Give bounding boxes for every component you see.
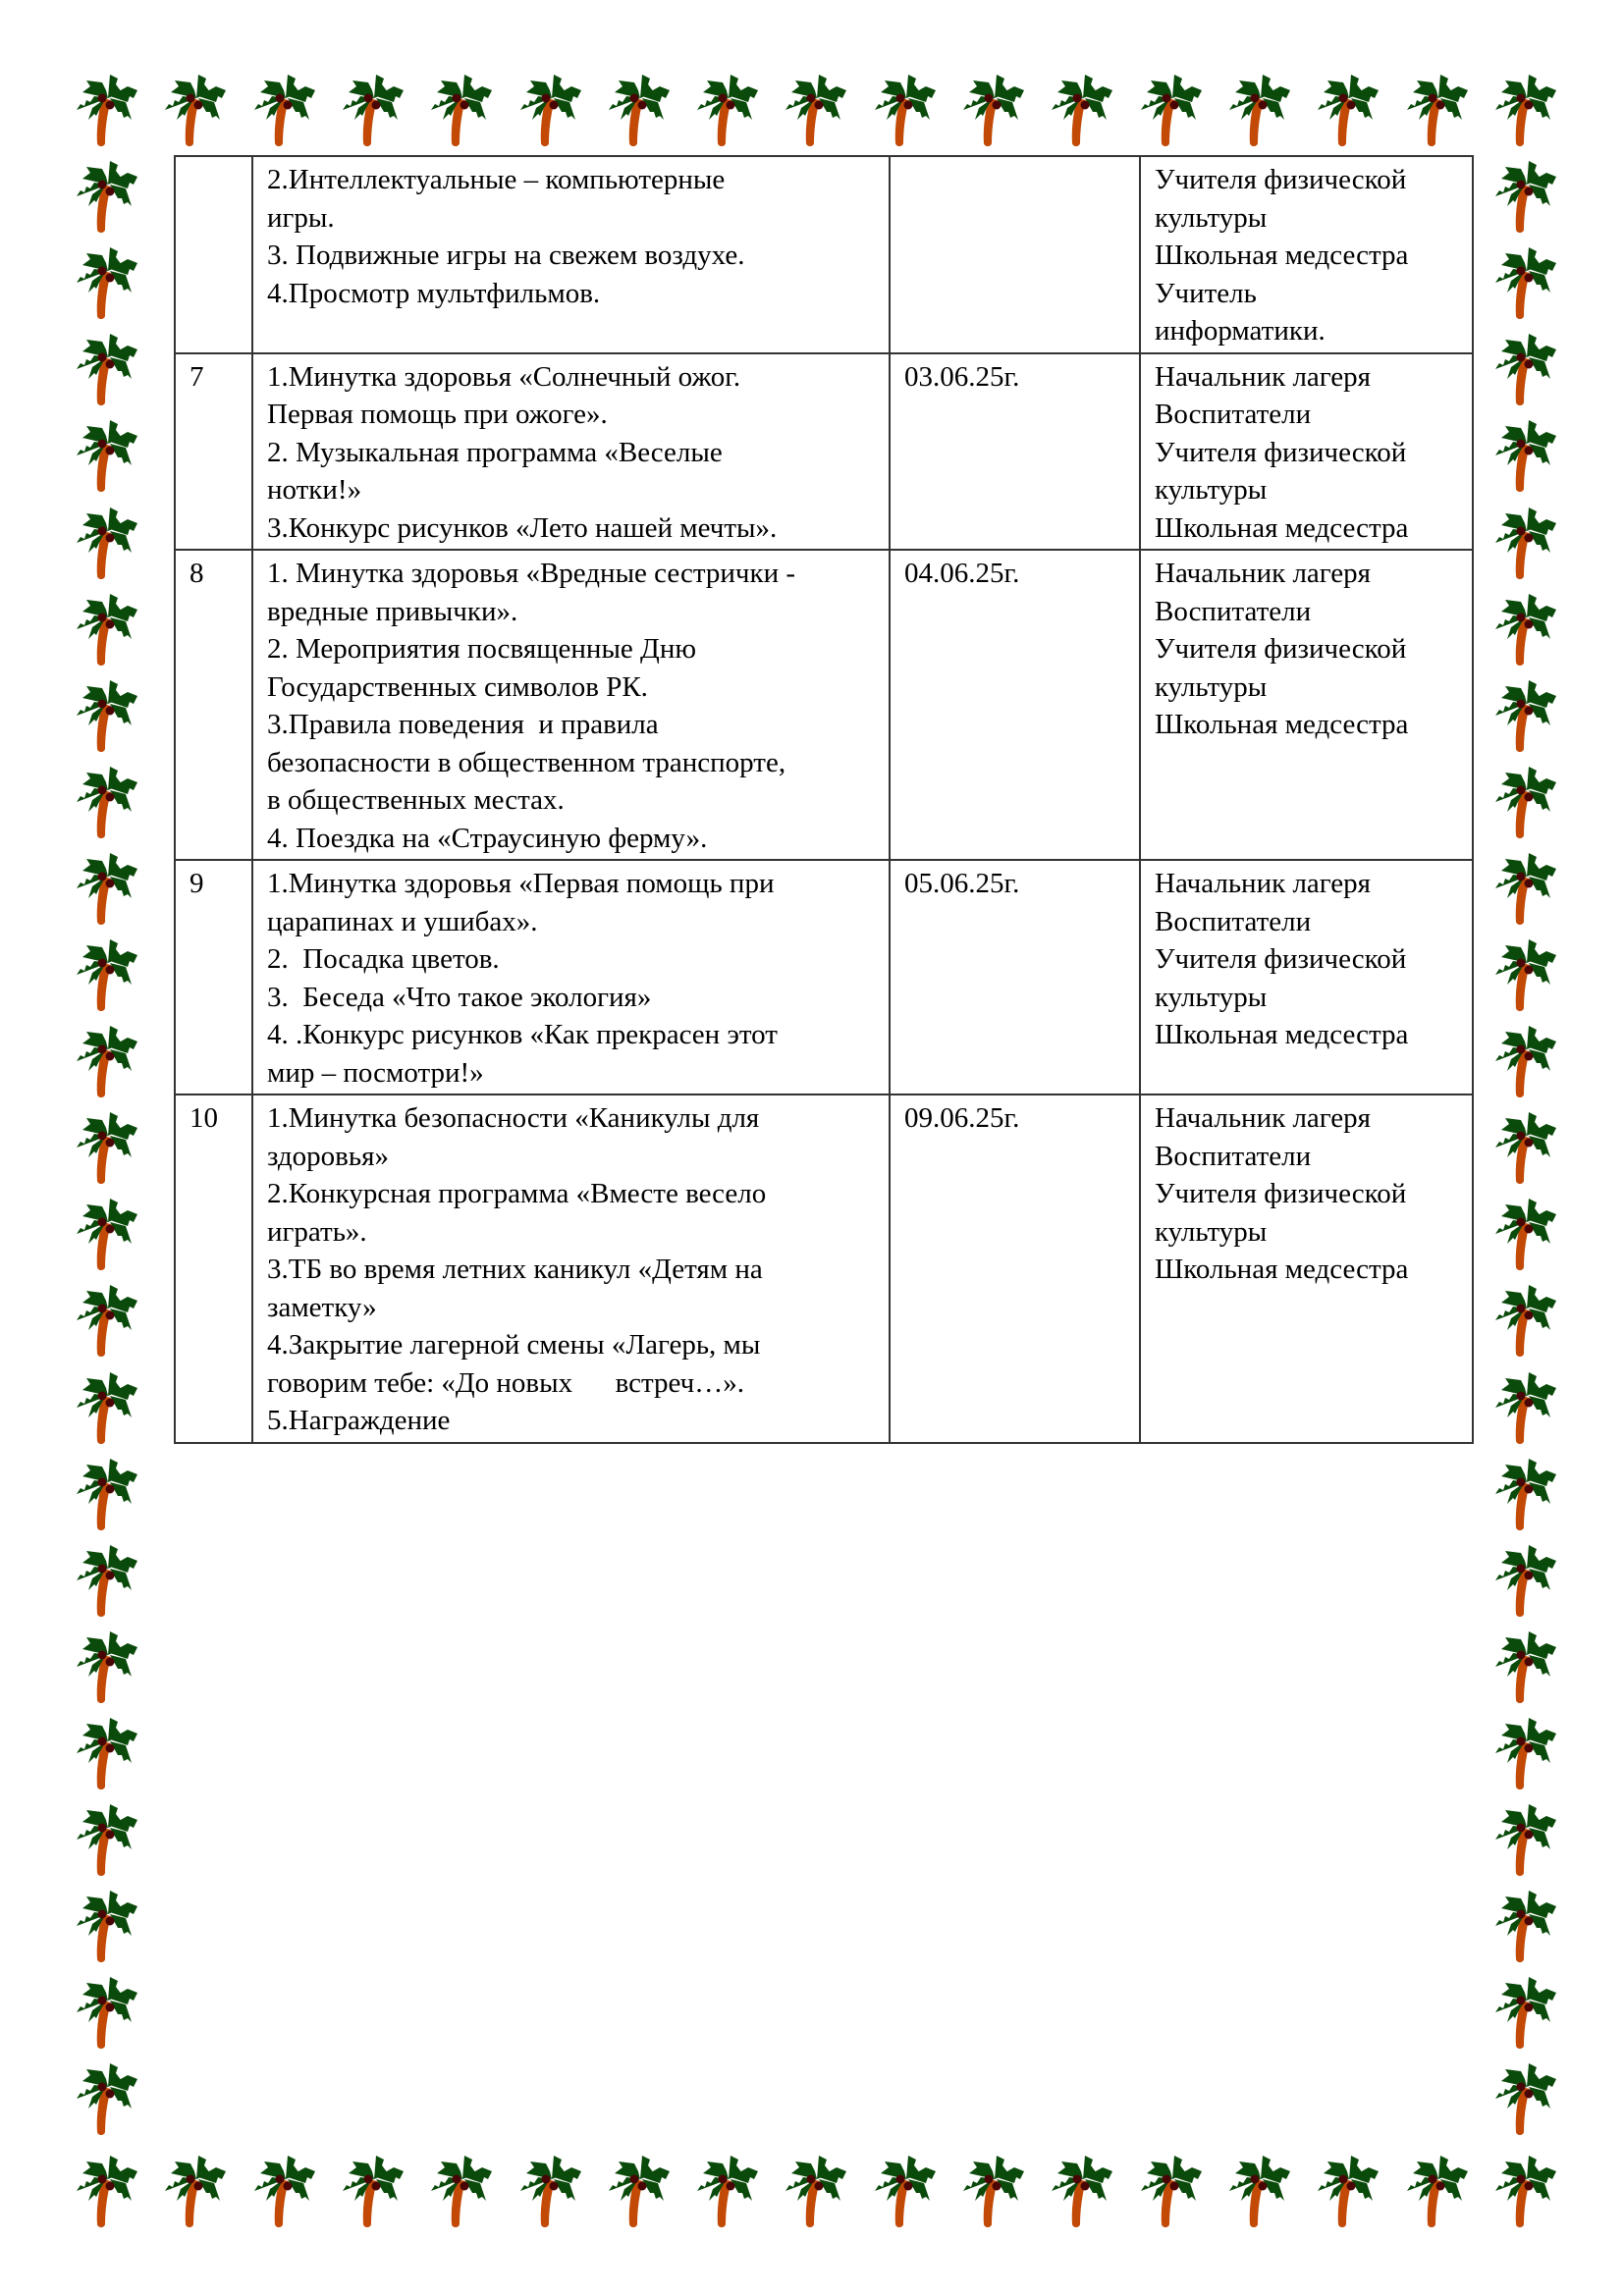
palm-tree-icon bbox=[959, 69, 1030, 149]
responsible-line: Воспитатели bbox=[1155, 1140, 1312, 1172]
palm-tree-icon bbox=[73, 2057, 143, 2138]
palm-tree-icon bbox=[73, 502, 143, 582]
activities-cell bbox=[252, 1095, 890, 1443]
palm-tree-icon bbox=[73, 674, 143, 755]
palm-tree-icon bbox=[1491, 1020, 1562, 1100]
palm-tree-icon bbox=[1403, 69, 1474, 149]
responsible-line: культуры bbox=[1155, 981, 1268, 1013]
activities-cell bbox=[252, 353, 890, 551]
palm-tree-icon bbox=[1491, 69, 1562, 149]
responsible-line: Школьная медсестра bbox=[1155, 1019, 1409, 1050]
day-number: 9 bbox=[189, 868, 204, 899]
palm-tree-icon bbox=[1403, 2150, 1474, 2230]
activity-line: в общественных местах. bbox=[267, 784, 565, 816]
activity-line: мир – посмотри!» bbox=[267, 1056, 484, 1089]
activity-line: 2.Интеллектуальные – компьютерные bbox=[267, 164, 726, 195]
palm-tree-icon bbox=[427, 69, 498, 149]
table-row bbox=[175, 860, 1473, 1095]
palm-tree-icon bbox=[339, 69, 409, 149]
palm-tree-icon bbox=[73, 1193, 143, 1273]
palm-tree-icon bbox=[693, 2150, 764, 2230]
palm-tree-icon bbox=[1314, 69, 1384, 149]
responsible-line: Школьная медсестра bbox=[1155, 240, 1409, 271]
palm-tree-icon bbox=[1491, 241, 1562, 322]
palm-tree-icon bbox=[73, 847, 143, 928]
date-text: 04.06.25г. bbox=[904, 558, 1020, 589]
palm-tree-icon bbox=[73, 1366, 143, 1447]
responsible-cell bbox=[1140, 1095, 1473, 1443]
palm-tree-icon bbox=[1048, 69, 1118, 149]
activity-line: 4. .Конкурс рисунков «Как прекрасен этот bbox=[267, 1019, 778, 1050]
palm-tree-icon bbox=[1491, 1106, 1562, 1187]
palm-tree-icon bbox=[73, 1712, 143, 1792]
palm-tree-icon bbox=[782, 69, 852, 149]
palm-tree-icon bbox=[1491, 1626, 1562, 1706]
responsible-line: Начальник лагеря bbox=[1155, 868, 1372, 899]
palm-tree-icon bbox=[73, 241, 143, 322]
schedule-table bbox=[174, 155, 1474, 1444]
palm-tree-icon bbox=[871, 69, 942, 149]
responsible-line: Школьная медсестра bbox=[1155, 709, 1409, 740]
responsible-line: культуры bbox=[1155, 1215, 1268, 1248]
palm-tree-icon bbox=[1491, 414, 1562, 495]
activity-line: 1.Минутка безопасности «Каникулы для bbox=[267, 1102, 760, 1134]
activity-line: говорим тебе: «До новых встреч…». bbox=[267, 1366, 745, 1399]
palm-tree-icon bbox=[427, 2150, 498, 2230]
palm-tree-icon bbox=[73, 1539, 143, 1620]
responsible-line: Начальник лагеря bbox=[1155, 360, 1372, 393]
activity-line: 2.Конкурсная программа «Вместе весело bbox=[267, 1178, 767, 1209]
day-number-cell bbox=[175, 860, 252, 1095]
activity-line: 2. Посадка цветов. bbox=[267, 943, 500, 975]
table-row bbox=[175, 353, 1473, 551]
palm-tree-icon bbox=[73, 1798, 143, 1879]
activity-line: Первая помощь при ожоге». bbox=[267, 399, 608, 430]
date-cell bbox=[890, 156, 1140, 353]
activity-line: здоровья» bbox=[267, 1140, 389, 1172]
activity-line: 1.Минутка здоровья «Первая помощь при bbox=[267, 868, 775, 899]
activity-line: 3. Подвижные игры на свежем воздухе. bbox=[267, 240, 745, 271]
palm-tree-icon bbox=[693, 69, 764, 149]
palm-tree-icon bbox=[1491, 1279, 1562, 1360]
responsible-line: Начальник лагеря bbox=[1155, 558, 1372, 589]
palm-tree-icon bbox=[73, 761, 143, 841]
activity-line: 1. Минутка здоровья «Вредные сестрички - bbox=[267, 558, 796, 589]
activity-line: 5.Награждение bbox=[267, 1405, 451, 1436]
palm-tree-icon bbox=[605, 69, 676, 149]
palm-tree-icon bbox=[250, 2150, 321, 2230]
palm-tree-icon bbox=[1491, 328, 1562, 408]
palm-tree-icon bbox=[1491, 588, 1562, 668]
palm-tree-icon bbox=[161, 2150, 232, 2230]
palm-tree-icon bbox=[73, 328, 143, 408]
palm-tree-icon bbox=[1491, 1971, 1562, 2052]
palm-tree-icon bbox=[1491, 1453, 1562, 1533]
palm-tree-icon bbox=[1491, 1712, 1562, 1792]
activity-line: 1.Минутка здоровья «Солнечный ожог. bbox=[267, 360, 741, 393]
day-number-cell bbox=[175, 353, 252, 551]
activity-line: 3.Конкурс рисунков «Лето нашей мечты». bbox=[267, 511, 778, 544]
responsible-line: Учитель bbox=[1155, 277, 1257, 309]
responsible-cell bbox=[1140, 860, 1473, 1095]
palm-tree-icon bbox=[1491, 2057, 1562, 2138]
date-cell bbox=[890, 860, 1140, 1095]
activities-cell bbox=[252, 860, 890, 1095]
date-text: 09.06.25г. bbox=[904, 1102, 1020, 1134]
palm-tree-icon bbox=[73, 1106, 143, 1187]
activity-line: 2. Музыкальная программа «Веселые bbox=[267, 436, 723, 468]
responsible-line: Учителя физической bbox=[1155, 943, 1407, 975]
responsible-line: Воспитатели bbox=[1155, 399, 1312, 430]
responsible-line: Учителя физической bbox=[1155, 436, 1407, 468]
palm-tree-icon bbox=[516, 2150, 587, 2230]
palm-tree-icon bbox=[339, 2150, 409, 2230]
palm-tree-icon bbox=[73, 414, 143, 495]
palm-tree-icon bbox=[73, 1453, 143, 1533]
activity-line: игры. bbox=[267, 201, 335, 234]
palm-tree-icon bbox=[1225, 69, 1296, 149]
activities-cell bbox=[252, 550, 890, 860]
responsible-line: информатики. bbox=[1155, 315, 1326, 347]
responsible-cell bbox=[1140, 550, 1473, 860]
palm-tree-icon bbox=[1491, 1193, 1562, 1273]
palm-tree-icon bbox=[1491, 502, 1562, 582]
palm-tree-icon bbox=[73, 934, 143, 1014]
date-text: 05.06.25г. bbox=[904, 868, 1020, 899]
palm-tree-icon bbox=[782, 2150, 852, 2230]
palm-tree-icon bbox=[1491, 1798, 1562, 1879]
palm-tree-icon bbox=[73, 1279, 143, 1360]
palm-tree-icon bbox=[1491, 934, 1562, 1014]
activity-line: 2. Мероприятия посвященные Дню bbox=[267, 633, 697, 665]
palm-tree-icon bbox=[1491, 155, 1562, 236]
palm-tree-icon bbox=[1491, 674, 1562, 755]
responsible-line: Учителя физической bbox=[1155, 164, 1407, 195]
palm-tree-icon bbox=[1225, 2150, 1296, 2230]
palm-tree-icon bbox=[871, 2150, 942, 2230]
responsible-line: Воспитатели bbox=[1155, 905, 1312, 937]
date-text: 03.06.25г. bbox=[904, 360, 1020, 393]
activity-line: 4.Просмотр мультфильмов. bbox=[267, 277, 601, 309]
activity-line: 3. Беседа «Что такое экология» bbox=[267, 981, 652, 1013]
activity-line: играть». bbox=[267, 1215, 367, 1248]
day-number-cell bbox=[175, 550, 252, 860]
activity-line: нотки!» bbox=[267, 474, 362, 506]
palm-tree-icon bbox=[1314, 2150, 1384, 2230]
palm-tree-icon bbox=[1491, 2150, 1562, 2230]
activity-line: 4.Закрытие лагерной смены «Лагерь, мы bbox=[267, 1329, 761, 1361]
palm-tree-icon bbox=[73, 1020, 143, 1100]
palm-tree-icon bbox=[1048, 2150, 1118, 2230]
palm-tree-icon bbox=[73, 155, 143, 236]
responsible-cell bbox=[1140, 353, 1473, 551]
activity-line: безопасности в общественном транспорте, bbox=[267, 746, 786, 778]
activity-line: вредные привычки». bbox=[267, 595, 518, 627]
palm-tree-icon bbox=[73, 1971, 143, 2052]
responsible-line: Школьная медсестра bbox=[1155, 1254, 1409, 1285]
activity-line: 3.Правила поведения и правила bbox=[267, 709, 659, 740]
palm-tree-icon bbox=[73, 1626, 143, 1706]
palm-tree-icon bbox=[516, 69, 587, 149]
palm-tree-icon bbox=[1491, 761, 1562, 841]
table-row bbox=[175, 1095, 1473, 1443]
day-number: 7 bbox=[189, 360, 204, 393]
responsible-cell bbox=[1140, 156, 1473, 353]
activity-line: заметку» bbox=[267, 1291, 377, 1323]
responsible-line: Начальник лагеря bbox=[1155, 1102, 1372, 1134]
date-cell bbox=[890, 353, 1140, 551]
date-cell bbox=[890, 550, 1140, 860]
palm-tree-icon bbox=[73, 1885, 143, 1965]
palm-tree-icon bbox=[250, 69, 321, 149]
day-number: 10 bbox=[189, 1102, 218, 1134]
activity-line: 3.ТБ во время летних каникул «Детям на bbox=[267, 1254, 763, 1285]
activities-cell bbox=[252, 156, 890, 353]
palm-tree-icon bbox=[1137, 2150, 1208, 2230]
responsible-line: Учителя физической bbox=[1155, 633, 1407, 665]
palm-tree-icon bbox=[1137, 69, 1208, 149]
palm-tree-icon bbox=[1491, 1539, 1562, 1620]
activity-line: 4. Поездка на «Страусиную ферму». bbox=[267, 822, 708, 854]
palm-tree-icon bbox=[1491, 847, 1562, 928]
activity-line: царапинах и ушибах». bbox=[267, 905, 538, 937]
day-number: 8 bbox=[189, 558, 204, 589]
palm-tree-icon bbox=[605, 2150, 676, 2230]
palm-tree-icon bbox=[1491, 1885, 1562, 1965]
day-number-cell bbox=[175, 156, 252, 353]
palm-tree-icon bbox=[161, 69, 232, 149]
table-row bbox=[175, 550, 1473, 860]
responsible-line: Воспитатели bbox=[1155, 595, 1312, 627]
responsible-line: культуры bbox=[1155, 670, 1268, 703]
responsible-line: культуры bbox=[1155, 201, 1268, 234]
day-number-cell bbox=[175, 1095, 252, 1443]
palm-tree-icon bbox=[73, 69, 143, 149]
palm-tree-icon bbox=[959, 2150, 1030, 2230]
palm-tree-icon bbox=[73, 2150, 143, 2230]
activity-line: Государственных символов РК. bbox=[267, 670, 648, 703]
date-cell bbox=[890, 1095, 1140, 1443]
responsible-line: культуры bbox=[1155, 474, 1268, 506]
table-row bbox=[175, 156, 1473, 353]
palm-tree-icon bbox=[73, 588, 143, 668]
palm-tree-icon bbox=[1491, 1366, 1562, 1447]
responsible-line: Школьная медсестра bbox=[1155, 511, 1409, 544]
responsible-line: Учителя физической bbox=[1155, 1178, 1407, 1209]
